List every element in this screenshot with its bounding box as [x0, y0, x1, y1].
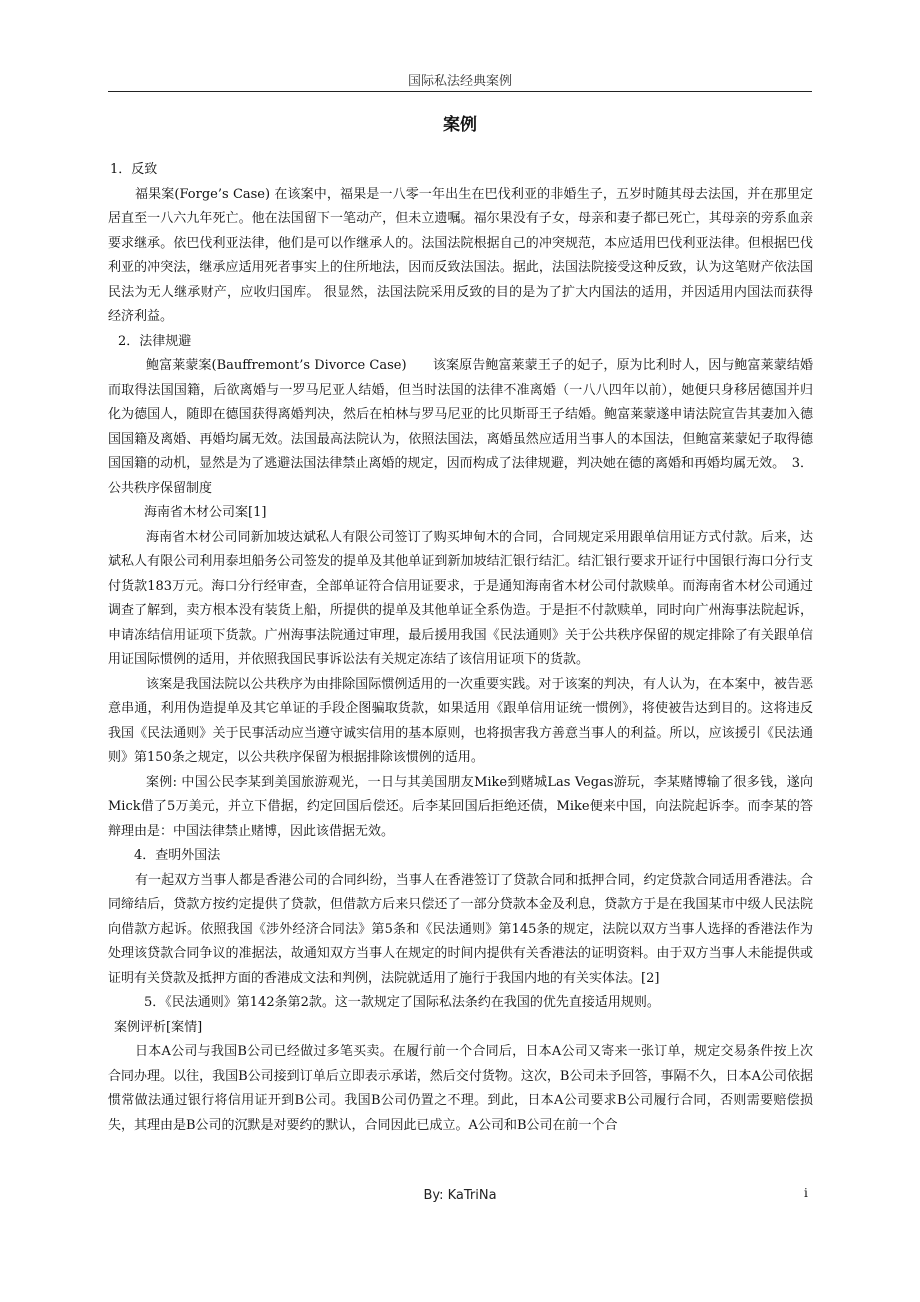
section-3-paragraph-1: 海南省木材公司同新加坡达斌私人有限公司签订了购买坤甸木的合同，合同规定采用跟单信用证方式付款。后来，达斌私人有限公司利用泰坦船务公司签发的提单及其他单证到新加坡结汇银行结汇。结汇银行要求开证行中国银行海口分行支付货款183万元。海口分行经审查，全部单证符合信用证要求，于是通知海南省木材公司付款赎单。而海南省木材公司通过调查了解到，卖方根本没有装货上船，所提供的提单及其他单证全系伪造。于是拒不付款赎单，同时向广州海事法院起诉，申请冻结信用证项下货款。广州海事法院通过审理，最后援用我国《民法通则》关于公共秩序保留的规定排除了有关跟单信用证国际惯例的适用，并依照我国民事诉讼法有关规定冻结了该信用证项下的货款。 [108, 529, 813, 667]
page-footer-author: By: KaTriNa [423, 1188, 497, 1203]
case-analysis-heading: 案例评析[案情] [114, 1019, 203, 1035]
section-4-paragraph: 有一起双方当事人都是香港公司的合同纠纷，当事人在香港签订了贷款合同和抵押合同，约定贷款合同适用香港法。合同缔结后，贷款方按约定提供了贷款，但借款方后来只偿还了一部分贷款本金及利息，贷款方于是在我国某市中级人民法院向借款方起诉。依照我国《涉外经济合同法》第5条和《民法通则》第145条的规定，法院以双方当事人选择的香港法作为处理该贷款合同争议的准据法，故通知双方当事人在规定的时间内提供有关香港法的证明资料。由于双方当事人未能提供或证明有关贷款及抵押方面的香港成文法和判例，法院就适用了施行于我国内地的有关实体法。[2] [108, 872, 813, 986]
page-header: 国际私法经典案例 [407, 74, 512, 89]
section-3-paragraph-2: 该案是我国法院以公共秩序为由排除国际惯例适用的一次重要实践。对于该案的判决，有人认为，在本案中，被告恶意串通，利用伪造提单及其它单证的手段企图骗取货款，如果适用《跟单信用证统一惯例》，将使被告达到目的。这将违反我国《民法通则》关于民事活动应当遵守诚实信用的基本原则，也将损害我方善意当事人的利益。所以，应该援引《民法通则》第150条之规定，以公共秩序保留为根据排除该惯例的适用。 [108, 676, 813, 765]
section-2-paragraph: 鲍富莱蒙案(Bauffremont’s Divorce Case) 该案原告鲍富莱蒙王子的妃子，原为比利时人，因与鲍富莱蒙结婚而取得法国国籍，后欲离婚与一罗马尼亚人结婚，但当时法国的法律不准离婚（一八八四年以前），她便只身移居德国并归化为德国人，随即在德国获得离婚判决，然后在柏林与罗马尼亚的比贝斯哥王子结婚。鲍富莱蒙遂申请法院宣告其妻加入德国国籍及离婚、再婚均属无效。法国最高法院认为，依照法国法，离婚虽然应适用当事人的本国法，但鲍富莱蒙妃子取得德国国籍的动机，显然是为了逃避法国法律禁止离婚的规定，因而构成了法律规避，判决她在德的离婚和再婚均属无效。 3．公共秩序保留制度 [108, 358, 813, 496]
section-3-paragraph-3: 案例: 中国公民李某到美国旅游观光，一日与其美国朋友Mike到赌城Las Vegas游玩，李某赌博输了很多钱，遂向Mick借了5万美元，并立下借据，约定回国后偿还。后李某回国后拒绝还债，Mike便来中国，向法院起诉李。而李某的答辩理由是：中国法律禁止赌博，因此该借据无效。 [108, 774, 813, 839]
header-rule [108, 91, 812, 92]
page-number: i [804, 1186, 808, 1200]
section-2-heading: 2．法律规避 [118, 333, 192, 349]
section-1-paragraph: 福果案(Forge’s Case) 在该案中，福果是一八零一年出生在巴伐利亚的非婚生子，五岁时随其母去法国，并在那里定居直至一八六九年死亡。他在法国留下一笔动产，但未立遗嘱。福尔果没有子女，母亲和妻子都已死亡，其母亲的旁系血亲要求继承。依巴伐利亚法律，他们是可以作继承人的。法国法院根据自己的冲突规范，本应适用巴伐利亚法律。但根据巴伐利亚的冲突法，继承应适用死者事实上的住所地法，因而反致法国法。据此，法国法院接受这种反致，认为这笔财产依法国民法为无人继承财产，应收归国库。 很显然，法国法院采用反致的目的是为了扩大内国法的适用，并因适用内国法而获得经济利益。 [108, 186, 813, 324]
section-5-paragraph: 日本A公司与我国B公司已经做过多笔买卖。在履行前一个合同后，日本A公司又寄来一张订单，规定交易条件按上次合同办理。以往，我国B公司接到订单后立即表示承诺，然后交付货物。这次，B公司未予回答，事隔不久，日本A公司依据惯常做法通过银行将信用证开到B公司。我国B公司仍置之不理。到此，日本A公司要求B公司履行合同，否则需要赔偿损失，其理由是B公司的沉默是对要约的默认，合同因此已成立。A公司和B公司在前一个合 [108, 1044, 813, 1133]
section-1-heading: 1．反致 [110, 162, 158, 177]
document-body [108, 158, 813, 1138]
document-title: 案例 [443, 115, 477, 135]
section-4-heading: 4．查明外国法 [134, 848, 221, 863]
section-3-case-title: 海南省木材公司案[1] [144, 505, 267, 520]
section-5-heading: 5．《民法通则》第142条第2款。这一款规定了国际私法条约在我国的优先直接适用规则。 [144, 995, 660, 1010]
